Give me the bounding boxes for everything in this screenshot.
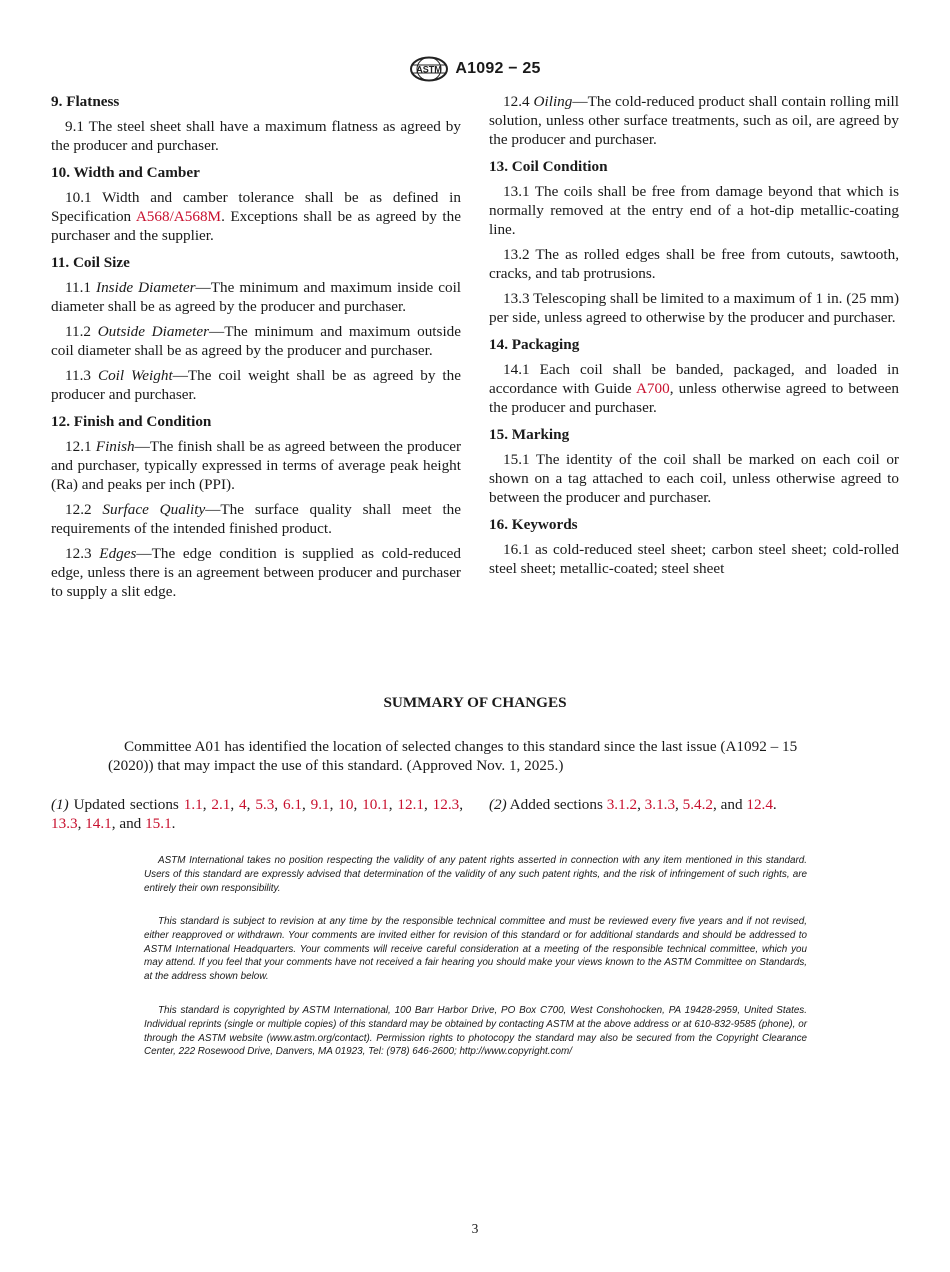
- section-ref-link[interactable]: 13.3: [51, 815, 78, 832]
- section-12-continued: [489, 92, 899, 149]
- paragraph: 14.1 Each coil shall be banded, packaged, and loaded in accordance with Guide A700, unless otherwise agreed to between the producer and purchaser.: [489, 361, 899, 416]
- changes-updated: (1) Updated sections 1.1, 2.1, 4, 5.3, 6.1, 9.1, 10, 10.1, 12.1, 12.3, 13.3, 14.1, and 15.1.: [51, 796, 464, 832]
- section-16: [489, 515, 899, 578]
- section-heading: 12. Finish and Condition: [51, 413, 212, 430]
- section-ref-link[interactable]: 12.1: [397, 796, 424, 813]
- paragraph: 9.1 The steel sheet shall have a maximum flatness as agreed by the producer and purchaser.: [51, 118, 461, 154]
- section-ref-link[interactable]: 15.1: [145, 815, 172, 832]
- section-ref-link[interactable]: 10: [338, 796, 354, 813]
- paragraph: 12.4 Oiling—The cold-reduced product shall contain rolling mill solution, unless other surface treatments, such as oil, are agreed by the producer and purchaser.: [489, 93, 899, 148]
- section-heading: 14. Packaging: [489, 336, 580, 353]
- section-heading: 9. Flatness: [51, 93, 120, 110]
- section-ref-link[interactable]: 12.4: [746, 796, 773, 813]
- section-9: [51, 92, 461, 155]
- copyright-notice: This standard is copyrighted by ASTM International, 100 Barr Harbor Drive, PO Box C700, West Conshohocken, PA 19428-2959, United States. Individual reprints (single or multiple copies) of this standard may be obtained by contacting ASTM at the above address or at 610-832-9585 (phone), or through the ASTM website (www.astm.org/contact). Permission rights to photocopy the standard may also be secured from the Copyright Clearance Center, 222 Rosewood Drive, Danvers, MA 01923, Tel: (978) 646-2600; http://www.copyright.com/: [144, 1005, 807, 1058]
- section-heading: 16. Keywords: [489, 516, 578, 533]
- patent-notice: ASTM International takes no position respecting the validity of any patent rights asserted in connection with any item mentioned in this standard. Users of this standard are expressly advised that determination of the validity of any such patent rights, and the risk of infringement of such rights, are entirely their own responsibility.: [144, 855, 807, 894]
- changes-added: (2) Added sections 3.1.2, 3.1.3, 5.4.2, and 12.4.: [489, 796, 777, 813]
- section-11: [51, 253, 461, 404]
- paragraph: 13.3 Telescoping shall be limited to a maximum of 1 in. (25 mm) per side, unless agreed to otherwise by the producer and purchaser.: [489, 290, 900, 326]
- section-ref-link[interactable]: 3.1.3: [644, 796, 676, 813]
- section-heading: 15. Marking: [489, 426, 570, 443]
- section-ref-link[interactable]: 10.1: [362, 796, 389, 813]
- spec-link-a568[interactable]: A568/A568M: [135, 208, 222, 225]
- section-ref-link[interactable]: 5.3: [255, 796, 275, 813]
- added-section-links: 3.1.2, 3.1.3, 5.4.2, and 12.4.: [606, 796, 777, 813]
- section-13: [489, 157, 899, 327]
- section-heading: 11. Coil Size: [51, 254, 130, 271]
- spec-link-a700[interactable]: A700: [635, 380, 670, 397]
- right-column: [489, 92, 899, 586]
- section-ref-link[interactable]: 9.1: [310, 796, 330, 813]
- section-ref-link[interactable]: 3.1.2: [606, 796, 638, 813]
- section-ref-link[interactable]: 5.4.2: [682, 796, 714, 813]
- section-ref-link[interactable]: 1.1: [183, 796, 203, 813]
- paragraph: 12.1 Finish—The finish shall be as agreed between the producer and purchaser, typically expressed in terms of average peak height (Ra) and peaks per inch (PPI).: [51, 438, 462, 493]
- svg-text:ASTM: ASTM: [416, 64, 443, 75]
- page-header: [0, 56, 950, 82]
- section-ref-link[interactable]: 6.1: [282, 796, 302, 813]
- astm-logo-icon: [409, 56, 449, 82]
- section-ref-link[interactable]: 12.3: [432, 796, 460, 813]
- page-number: 3: [471, 1221, 479, 1236]
- paragraph: 15.1 The identity of the coil shall be marked on each coil or shown on a tag attached to each coil, unless otherwise agreed to between the producer and purchaser.: [489, 451, 899, 506]
- section-15: [489, 425, 899, 507]
- paragraph: 11.3 Coil Weight—The coil weight shall be as agreed by the producer and purchaser.: [51, 367, 461, 403]
- paragraph: 11.1 Inside Diameter—The minimum and maximum inside coil diameter shall be as agreed by the producer and purchaser.: [51, 279, 462, 315]
- updated-section-links: 1.1, 2.1, 4, 5.3, 6.1, 9.1, 10, 10.1, 12.1, 12.3, 13.3, 14.1, and 15.1.: [51, 796, 464, 832]
- section-14: [489, 335, 899, 417]
- paragraph: 10.1 Width and camber tolerance shall be as defined in Specification A568/A568M. Exceptions shall be as agreed by the purchaser and the supplier.: [51, 189, 461, 244]
- revision-notice: This standard is subject to revision at any time by the responsible technical committee and must be reviewed every five years and if not revised, either reapproved or withdrawn. Your comments are invited either for revision of this standard or for additional standards and should be addressed to ASTM International Headquarters. Your comments will receive careful consideration at a meeting of the responsible technical committee, which you may attend. If you feel that your comments have not received a fair hearing you should make your views known to the ASTM Committee on Standards, at the address shown below.: [144, 916, 807, 983]
- paragraph: 12.3 Edges—The edge condition is supplied as cold-reduced edge, unless there is an agreement between producer and purchaser to supply a slit edge.: [51, 545, 462, 600]
- paragraph: 16.1 as cold-reduced steel sheet; carbon steel sheet; cold-rolled steel sheet; metallic-coated; steel sheet: [489, 541, 899, 577]
- section-ref-link[interactable]: 14.1: [85, 815, 112, 832]
- summary-intro: Committee A01 has identified the location of selected changes to this standard since the last issue (A1092 – 15 (2020)) that may impact the use of this standard. (Approved Nov. 1, 2025.): [108, 738, 798, 774]
- section-heading: 10. Width and Camber: [51, 164, 200, 181]
- paragraph: 13.2 The as rolled edges shall be free from cutouts, sawtooth, cracks, and tab protrusions.: [489, 246, 899, 282]
- section-ref-link[interactable]: 2.1: [211, 796, 231, 813]
- section-heading: 13. Coil Condition: [489, 158, 608, 175]
- section-ref-link[interactable]: 4: [239, 796, 247, 813]
- paragraph: 11.2 Outside Diameter—The minimum and maximum outside coil diameter shall be as agreed by the producer and purchaser.: [51, 323, 461, 359]
- paragraph: 12.2 Surface Quality—The surface quality shall meet the requirements of the intended finished product.: [51, 501, 462, 537]
- left-column: [51, 92, 461, 609]
- summary-title: SUMMARY OF CHANGES: [383, 694, 567, 711]
- standard-designation: A1092 − 25: [455, 60, 541, 77]
- section-12: [51, 412, 461, 601]
- section-10: [51, 163, 461, 245]
- paragraph: 13.1 The coils shall be free from damage beyond that which is normally removed at the entry end of a hot-dip metallic-coating line.: [489, 183, 899, 238]
